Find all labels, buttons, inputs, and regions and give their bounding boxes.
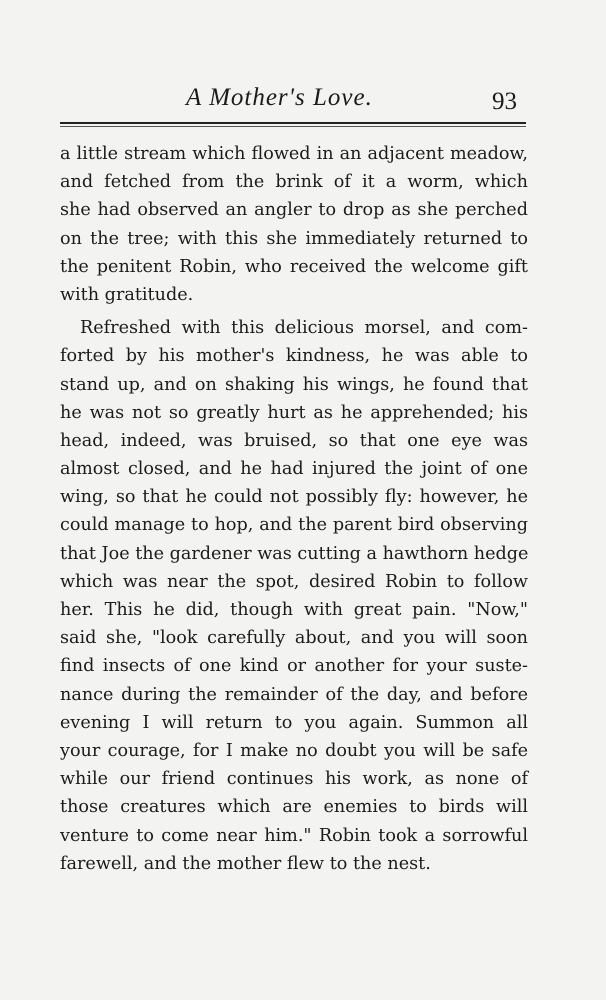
text-line: your courage, for I make no doubt you will be safe xyxy=(60,740,528,761)
text-line: could manage to hop, and the parent bird observing xyxy=(60,515,528,536)
text-line: her. This he did, though with great pain. "Now," xyxy=(60,600,528,620)
body-text xyxy=(60,140,528,878)
header-rule xyxy=(60,122,526,124)
text-line: that Joe the gardener was cutting a hawthorn hedge xyxy=(60,543,529,564)
text-line: he was not so greatly hurt as he apprehended; his xyxy=(60,402,528,423)
text-line: Refreshed with this delicious morsel, and com- xyxy=(80,318,528,339)
text-line: farewell, and the mother flew to the nest. xyxy=(60,853,431,874)
paragraph-1 xyxy=(60,140,528,309)
text-line: find insects of one kind or another for your suste- xyxy=(60,656,528,677)
text-line: and fetched from the brink of it a worm, which xyxy=(60,172,528,193)
text-line: venture to come near him." Robin took a sorrowful xyxy=(60,825,528,846)
text-line: nance during the remainder of the day, and before xyxy=(60,684,528,705)
text-line: on the tree; with this she immediately returned to xyxy=(60,228,528,249)
running-title: A Mother's Love. xyxy=(186,84,373,111)
text-line: with gratitude. xyxy=(60,284,194,305)
text-line: forted by his mother's kindness, he was able to xyxy=(60,346,528,367)
paragraph-2 xyxy=(60,314,528,878)
text-line: she had observed an angler to drop as she perched xyxy=(60,200,528,221)
text-line: while our friend continues his work, as none of xyxy=(60,769,528,790)
text-line: the penitent Robin, who received the welcome gift xyxy=(60,256,528,277)
text-line: evening I will return to you again. Summon all xyxy=(60,712,528,733)
text-line: almost closed, and he had injured the joint of one xyxy=(60,459,528,480)
text-line: head, indeed, was bruised, so that one eye was xyxy=(60,430,528,451)
text-line: stand up, and on shaking his wings, he found that xyxy=(60,374,528,395)
page-number: 93 xyxy=(492,88,517,115)
header-rule-secondary xyxy=(60,126,526,127)
text-line: a little stream which flowed in an adjacent meadow, xyxy=(60,144,528,164)
text-line: those creatures which are enemies to birds will xyxy=(60,797,528,818)
text-line: said she, "look carefully about, and you will soon xyxy=(60,628,528,649)
text-line: wing, so that he could not possibly fly: however, he xyxy=(60,487,528,508)
text-line: which was near the spot, desired Robin to follow xyxy=(60,571,528,592)
